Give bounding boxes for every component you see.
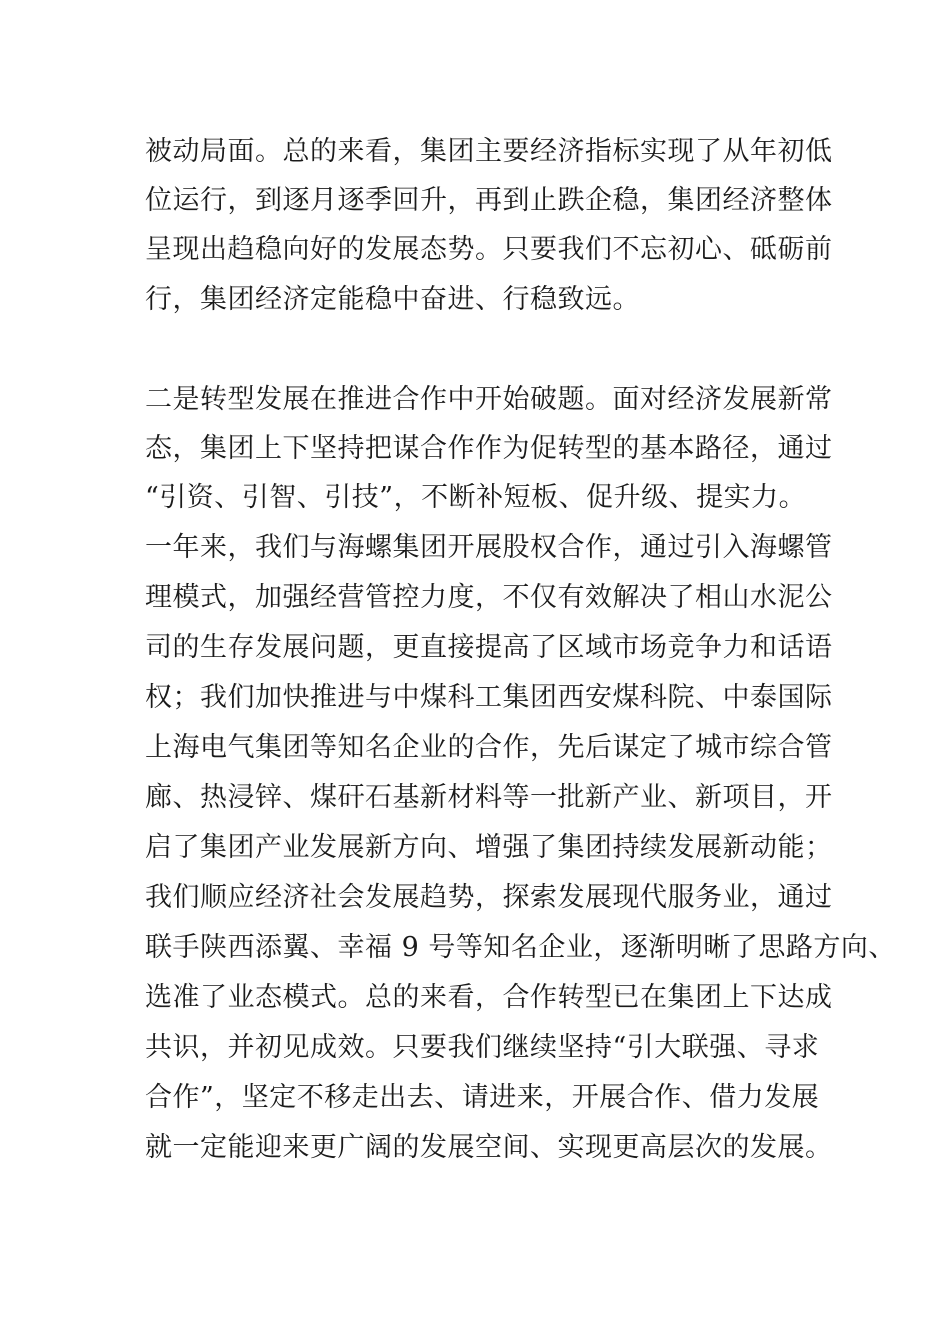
text-line: 合作”，坚定不移走出去、请进来，开展合作、借力发展 — [145, 1082, 820, 1113]
text-line: 被动局面。总的来看，集团主要经济指标实现了从年初低 — [145, 136, 833, 167]
text-line: 理模式，加强经营管控力度，不仅有效解决了相山水泥公 — [145, 582, 833, 613]
text-line: 联手陕西添翼、幸福 9 号等知名企业，逐渐明晰了思路方向、 — [145, 932, 896, 963]
text-line: 共识，并初见成效。只要我们继续坚持“引大联强、寻求 — [145, 1032, 820, 1063]
paragraph-heading-line: 二是转型发展在推进合作中开始破题。面对经济发展新常 — [145, 384, 833, 415]
text-line: 廊、热浸锌、煤矸石基新材料等一批新产业、新项目，开 — [145, 782, 833, 813]
text-line: 位运行，到逐月逐季回升，再到止跌企稳，集团经济整体 — [145, 185, 833, 216]
text-line: 我们顺应经济社会发展趋势，探索发展现代服务业，通过 — [145, 882, 833, 913]
text-line: 就一定能迎来更广阔的发展空间、实现更高层次的发展。 — [145, 1132, 833, 1163]
text-line: 一年来，我们与海螺集团开展股权合作，通过引入海螺管 — [145, 532, 833, 563]
text-line: 选准了业态模式。总的来看，合作转型已在集团上下达成 — [145, 982, 833, 1013]
text-line: 呈现出趋稳向好的发展态势。只要我们不忘初心、砥砺前 — [145, 234, 833, 265]
text-line: 行，集团经济定能稳中奋进、行稳致远。 — [145, 284, 640, 315]
text-line: 权；我们加快推进与中煤科工集团西安煤科院、中泰国际 — [145, 682, 833, 713]
text-line: 态，集团上下坚持把谋合作作为促转型的基本路径，通过 — [145, 433, 833, 464]
text-line: 启了集团产业发展新方向、增强了集团持续发展新动能； — [145, 832, 833, 863]
text-line: 上海电气集团等知名企业的合作，先后谋定了城市综合管 — [145, 732, 833, 763]
text-line: 司的生存发展问题，更直接提高了区域市场竞争力和话语 — [145, 632, 833, 663]
text-line: “引资、引智、引技”，不断补短板、促升级、提实力。 — [145, 482, 807, 513]
